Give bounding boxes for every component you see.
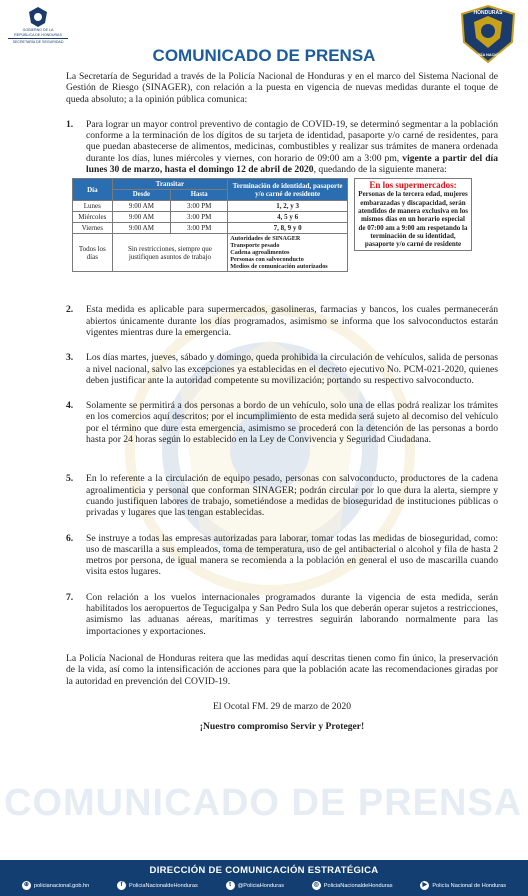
list-item-7 xyxy=(66,592,498,637)
item-number: 4. xyxy=(66,400,74,412)
list-entry: Medios de comunicación autorizados xyxy=(230,263,328,271)
globe-icon: ⊕ xyxy=(23,882,29,888)
footer-link-instagram[interactable] xyxy=(312,881,393,890)
footer-link-twitter[interactable] xyxy=(226,881,284,890)
th-hasta: Hasta xyxy=(171,190,228,201)
th-dia: Día xyxy=(73,179,113,201)
item-text: Los días martes, jueves, sábado y domingo, queda prohibida la circulación de vehículos, salida de personas a nivel nacional, salvo las excepciones ya establecidas en el decreto ejecutivo No. PCM-021-2020, quienes deben justificar ante la autoridad competente su movilización; portando su respectivo salvoconducto. xyxy=(86,352,498,386)
link-text: policianacional.gob.hn xyxy=(33,882,90,889)
footer-link-youtube[interactable] xyxy=(420,881,506,890)
cell-todos-restr: Sin restricciones, siempre que justifiquen asuntos de trabajo xyxy=(112,234,228,272)
cell-desde: 9:00 AM xyxy=(112,201,171,212)
list-entry: Personas con salvoconducto xyxy=(230,256,304,264)
item-number: 3. xyxy=(66,352,74,364)
footer-links xyxy=(0,876,528,890)
footer xyxy=(0,860,528,896)
cell-dia: Viernes xyxy=(73,223,113,234)
list-item-3 xyxy=(66,352,498,386)
twitter-icon: t xyxy=(226,881,235,890)
item-number: 2. xyxy=(66,304,74,316)
cell-desde: 9:00 AM xyxy=(112,212,171,223)
footer-link-web[interactable] xyxy=(22,881,89,890)
government-logo xyxy=(8,6,68,44)
cell-term: 1, 2, y 3 xyxy=(228,201,348,212)
cell-term: 7, 8, 9 y 0 xyxy=(228,223,348,234)
facebook-icon: f xyxy=(117,881,126,890)
item-text: Solamente se permitirá a dos personas a bordo de un vehículo, solo una de ellas podrá realizar los trámites en los comercios aquí descritos; por el incumplimiento de esta medida será sujeto al decomiso del vehículo por el término que dure esta emergencia, asimismo se procederá con la detención de las personas a bordo hasta por 24 horas según lo establecido en la Ley de Convivencia y Seguridad Ciudadana. xyxy=(86,400,498,446)
cell-dia: Lunes xyxy=(73,201,113,212)
table-row xyxy=(73,212,348,223)
badge-bottom-text: POLICÍA NACIONAL xyxy=(469,53,507,57)
item-text: Esta medida es aplicable para supermercados, gasolineras, farmacias y bancos, los cuales permanecerán abiertos únicamente durante los días programados, asimismo se informa que los salvoconductos estarán vigentes mientras dure la emergencia. xyxy=(86,304,498,338)
link-text: PoliciaNacionaldeHonduras xyxy=(129,882,198,889)
list-entry: Autoridades de SINAGER xyxy=(230,235,301,243)
item-number: 6. xyxy=(66,532,74,544)
gov-logo-secretaria: SECRETARÍA DE SEGURIDAD xyxy=(8,38,68,44)
cell-todos-dia: Todos los días xyxy=(73,234,113,272)
item-text: Con relación a los vuelos internacionales programados durante la vigencia de esta medida, serán habilitados los aeropuertos de Tegucigalpa y San Pedro Sula los que deberán operar sujetos a restricciones, asimismo las aduanas aéreas, marítimas y terrestres seguirán laborando normalmente para las importaciones y exportaciones. xyxy=(86,591,498,637)
cell-todos-list xyxy=(228,234,348,272)
cell-hasta: 3:00 PM xyxy=(171,223,228,234)
document-body xyxy=(0,71,528,732)
intro-paragraph: La Secretaría de Seguridad a través de la Policía Nacional de Honduras y en el marco del Sistema Nacional de Gestión de Riesgo (SINAGER), con relación a la puesta en vigencia de nuevas medidas durante el toque de queda absoluto; a la opinión pública comunica: xyxy=(66,71,498,105)
list-entry: Transporte pesado xyxy=(230,242,280,250)
motto: ¡Nuestro compromiso Servir y Proteger! xyxy=(199,721,365,733)
table-row xyxy=(73,234,348,272)
cell-hasta: 3:00 PM xyxy=(171,201,228,212)
closing-paragraph: La Policía Nacional de Honduras reitera que las medidas aquí descritas tienen como fin único, la preservación de la vida, así como la intensificación de acciones para que la población acate las recomendaciones giradas por la autoridad en prevención del COVID-19. xyxy=(66,652,498,687)
list-entry: Cadena agroalimentos xyxy=(230,249,290,257)
item-number: 5. xyxy=(66,473,74,485)
th-transitar: Transitar xyxy=(112,179,228,190)
gov-logo-line-2: REPÚBLICA DE HONDURAS xyxy=(14,32,62,37)
watermark-text: COMUNICADO DE PRENSA xyxy=(4,782,523,824)
signoff xyxy=(66,701,498,733)
cell-hasta: 3:00 PM xyxy=(171,212,228,223)
supermarket-box xyxy=(354,178,472,251)
schedule-table xyxy=(72,178,348,272)
page-title: COMUNICADO DE PRENSA xyxy=(152,46,376,65)
list-item-1 xyxy=(66,119,498,290)
item-text: Se instruye a todas las empresas autorizadas para laborar, tomar todas las medidas de bioseguridad, como: uso de mascarilla a sus empleados, toma de temperatura, uso de gel antibacterial o alcohol y fila de hasta 2 metros por persona, de igual manera se recomienda a la población en general el uso de mascarilla cuando visita estos lugares. xyxy=(86,532,498,578)
coat-of-arms-icon xyxy=(27,6,49,28)
header xyxy=(0,0,528,64)
schedule-table-area xyxy=(72,178,472,290)
supermarket-heading: En los supermercados: xyxy=(369,180,457,191)
item-text: En lo referente a la circulación de equipo pesado, personas con salvoconducto, productores de la cadena agroalimenticia y personal que conforman SINAGER; podrán circular por lo que dura la alerta, siempre y cuando justifiquen labores de trabajo, sometiéndose a medidas de bioseguridad de instituciones públicas o privadas y lugares que las tengan establecidas. xyxy=(86,473,498,519)
item-number: 7. xyxy=(66,591,74,603)
list-item-2 xyxy=(66,304,498,338)
footer-link-facebook[interactable] xyxy=(117,881,198,890)
cell-term: 4, 5 y 6 xyxy=(228,212,348,223)
item1-bold: vigente a partir del día lunes 30 de marzo, hasta el domingo 12 de abril de 2020 xyxy=(86,152,498,176)
badge-top-text: HONDURAS xyxy=(473,10,503,16)
gov-logo-line-1: GOBIERNO DE LA xyxy=(22,28,54,32)
list-item-6 xyxy=(66,533,498,578)
link-text: PoliciaNacionaldeHonduras xyxy=(323,882,393,889)
item1-text: Para lograr un mayor control preventivo de contagio de COVID-19, se determinó segmentar a la población conforme a la terminación de los dígitos de su tarjeta de identidad, pasaporte y/o carné de residentes, para que puedan abastecerse de alimentos, medicinas, combustibles y realizar sus trámites de manera ordenada durante los días, lunes miércoles y viernes, con horario de 09:00 am a 3:00 pm, xyxy=(86,118,498,164)
item-number: 1. xyxy=(66,118,74,130)
police-badge-icon xyxy=(458,4,518,64)
list-item-4 xyxy=(66,400,498,445)
youtube-icon: ▶ xyxy=(420,881,429,890)
table-row xyxy=(73,201,348,212)
link-text: Policía Nacional de Honduras xyxy=(432,882,507,889)
list-item-5 xyxy=(66,473,498,518)
link-text: @PoliciaHonduras xyxy=(237,882,284,889)
th-terminacion: Terminación de identidad, pasaporte y/o carné de residente xyxy=(228,179,348,201)
supermarket-text: Personas de la tercera edad, mujeres embarazadas y discapacidad, serán atendidos de manera exclusiva en los mismos días en un horario especial de 07:00 am a 9:00 am respetando la terminación de su identidad, pasaporte y/o carné de residente xyxy=(358,190,468,249)
item-text xyxy=(86,119,498,175)
item1-tail: , quedando de la siguiente manera: xyxy=(313,164,447,176)
cell-desde: 9:00 AM xyxy=(112,223,171,234)
cell-dia: Miércoles xyxy=(73,212,113,223)
instagram-icon: ◎ xyxy=(313,882,319,888)
table-row xyxy=(73,223,348,234)
place-date: El Ocotal FM. 29 de marzo de 2020 xyxy=(212,700,351,712)
footer-title: DIRECCIÓN DE COMUNICACIÓN ESTRATÉGICA xyxy=(149,865,379,876)
th-desde: Desde xyxy=(112,190,171,201)
